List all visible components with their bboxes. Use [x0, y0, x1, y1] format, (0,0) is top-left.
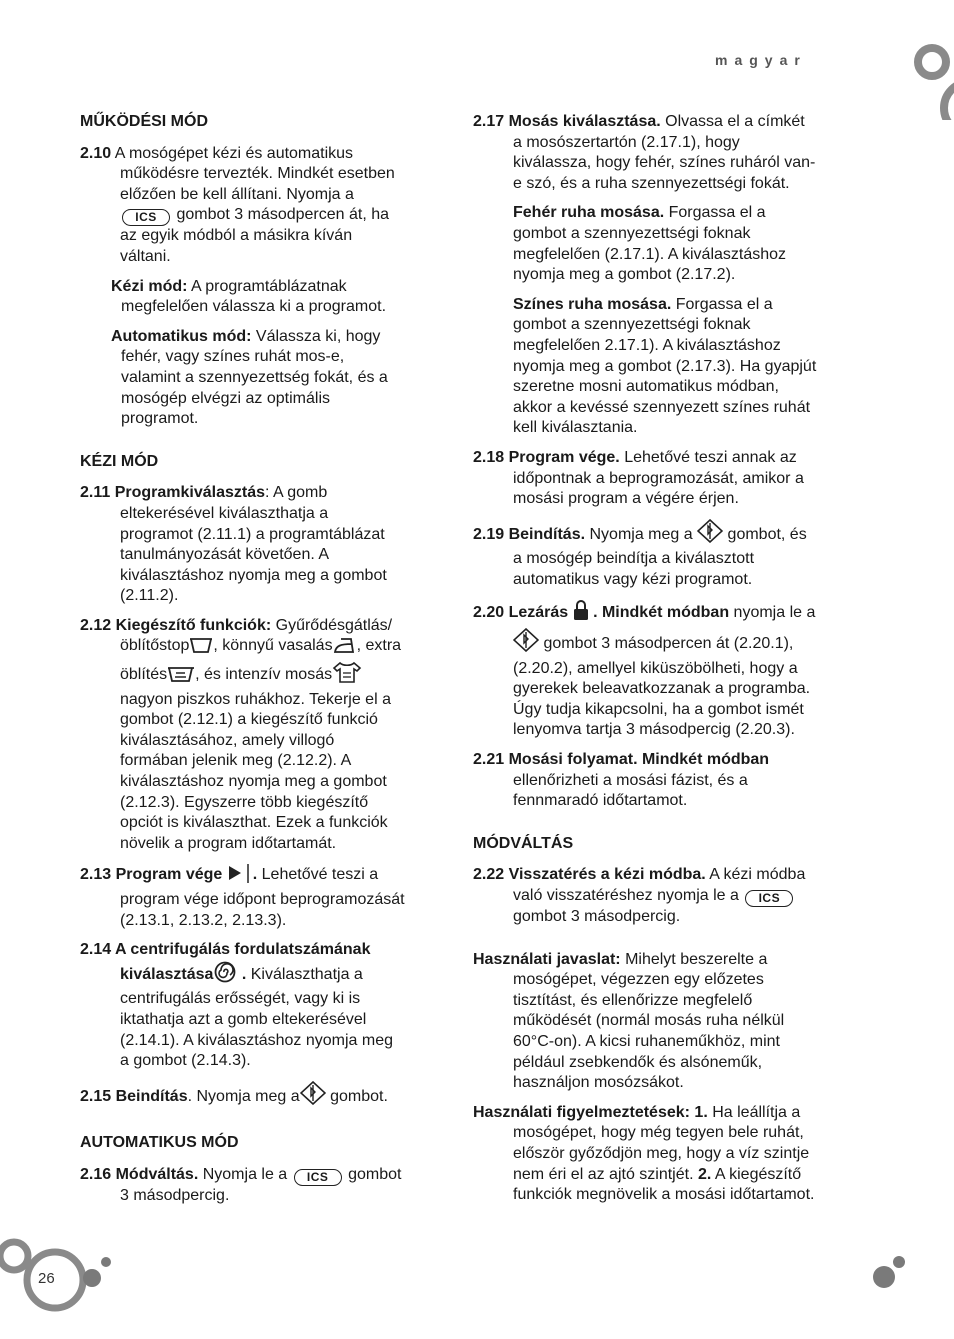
paragraph-2-13: 2.13 Program vége . Lehetővé teszi a program vége időpont beprogramozását (2.13.1, 2.13.2, 2.13.3). [80, 863, 405, 931]
decor-circles-top [900, 30, 954, 120]
tub-icon [189, 636, 213, 661]
paragraph-2-11: 2.11 Programkiválasztás: A gomb eltekerésével kiválaszthatja a programot (2.11.1) a programtáblázat tanulmányozását követően. A kiválasztáshoz nyomja meg a gombot (2.11.2). [80, 484, 387, 605]
ics-button-icon: ICS [122, 209, 170, 226]
usage-warning: Használati figyelmeztetések: 1. Ha leállítja a mosógépet, hogy még tegyen bele ruhát, először győződjön meg, hogy a víz szintje nem éri el az ajtó szintjét. 2. A kiegészítő funkciók megnövelik a mosási időtartamot. [473, 1103, 815, 1204]
language-label: magyar [715, 52, 807, 68]
section-heading: KÉZI MÓD [80, 452, 159, 470]
start-icon [513, 628, 539, 659]
section-number: 2.10 [80, 144, 112, 162]
paragraph-2-15: 2.15 Beindítás. Nyomja meg a gombot. [80, 1081, 405, 1112]
manual-mode-note: Kézi mód: A programtáblázatnak megfelelően válassza ki a programot. [111, 277, 387, 316]
section-heading: MŰKÖDÉSI MÓD [80, 113, 208, 130]
intensive-wash-icon [332, 661, 362, 690]
paragraph-2-14: 2.14 A centrifugálás fordulatszámának kiválasztása . Kiválaszthatja a centrifugálás erősségét, vagy ki is iktathatja azt a gomb eltekerésével (2.14.1). A kiválasztáshoz nyomja meg a gombot (2.14.3). [80, 941, 394, 1070]
extra-rinse-icon [167, 665, 195, 690]
iron-icon [333, 636, 357, 661]
ics-button-icon: ICS [294, 1169, 342, 1186]
paragraph-2-16: 2.16 Módváltás. Nyomja le a ICS gombot 3 másodpercig. [80, 1165, 402, 1204]
lock-icon [573, 599, 589, 628]
paragraph-2-21: 2.21 Mosási folyamat. Mindkét módban ellenőrizheti a mosási fázist, és a fennmaradó időtartamot. [473, 751, 770, 810]
start-icon [300, 1081, 326, 1112]
section-heading: MÓDVÁLTÁS [473, 834, 574, 852]
decor-dots-bottom-right [864, 1250, 914, 1295]
paragraph-2-18: 2.18 Program vége. Lehetővé teszi annak az időpontnak a beprogramozását, amikor a mosási program a végére érjen. [473, 448, 804, 508]
paragraph-2-20: 2.20 Lezárás . Mindkét módban nyomja le a gombot 3 másodpercen át (2.20.1), (2.20.2), amellyel kiküszöbölheti, hogy a gyerekek beleavatkozzanak a programba. Úgy tudja kikapcsolni, ha a gombot ismét lenyomva tartja 3 másodpercig (2.20.3). [473, 599, 818, 741]
page-number: 26 [38, 1270, 55, 1287]
paragraph-2-19: 2.19 Beindítás. Nyomja meg a gombot, és a mosógép beindítja a kiválasztott automatikus vagy kézi programot. [473, 519, 818, 591]
end-program-icon [227, 863, 253, 890]
spin-icon [213, 961, 237, 990]
color-wash-note: Színes ruha mosása. Forgassa el a gombot a szennyezettségi foknak megfelelően 2.17.1). A kiválasztáshoz nyomja meg a gombot (2.17.3). Ha gyapjút szeretne mosni automatikus módban, akkor a kevéssé szennyezett színes ruhát kell kiválasztania. [513, 295, 817, 437]
left-column [80, 112, 405, 1216]
decor-circles-bottom-left [0, 1228, 120, 1339]
white-wash-note: Fehér ruha mosása. Forgassa el a gombot a szennyezettségi foknak megfelelően (2.17.1). A kiválasztáshoz nyomja meg a gombot (2.17.2). [513, 204, 787, 284]
start-icon [697, 519, 723, 550]
paragraph-2-12: 2.12 Kiegészítő funkciók: Gyűrődésgátlás/ öblítőstop , könnyű vasalás , extra öblítés , és intenzív mosás nagyon piszkos ruhákhoz. Tekerje el a gombot (2.12.1) a kiegészítő funkció kiválasztásához, amely villogó formában jelenik meg (2.12.2). A kiválasztáshoz nyomja meg a gombot (2.12.3). Egyszerre több kiegészítő opciót is kiválaszthat. Ezek a funkciók növelik a program időtartamát. [80, 616, 402, 852]
usage-tip: Használati javaslat: Mihelyt beszerelte a mosógépet, végezzen egy előzetes tisztítást, és ellenőrizze megfelelő működését (normál mosás ruha nélkül 60°C-on). A kicsi ruhaneműkhöz, mint például zsebkendők és alsóneműk, használjon mosózsákot. [473, 950, 785, 1092]
auto-mode-note: Automatikus mód: Válassza ki, hogy fehér, vagy színes ruhát mos-e, valamint a szennyezettség fokát, és a mosógép elvégzi az optimális programot. [111, 327, 388, 428]
paragraph-2-10: 2.10 A mosógépet kézi és automatikus működésre tervezték. Mindkét esetben előzően be kell állítani. Nyomja a ICS gombot 3 másodpercen át, ha az egyik módból a másikra kíván váltani. [80, 144, 395, 265]
paragraph-2-17: 2.17 Mosás kiválasztása. Olvassa el a címkét a mosószertartón (2.17.1), hogy kiválassza, hogy fehér, színes ruháról van-e szó, és a ruha szennyezettségi fokát. [473, 113, 816, 192]
section-heading: AUTOMATIKUS MÓD [80, 1134, 239, 1152]
ics-button-icon: ICS [745, 890, 793, 907]
right-column [473, 112, 818, 1215]
paragraph-2-22: 2.22 Visszatérés a kézi módba. A kézi módba való visszatéréshez nyomja le a ICS gombot 3 másodpercig. [473, 866, 806, 925]
